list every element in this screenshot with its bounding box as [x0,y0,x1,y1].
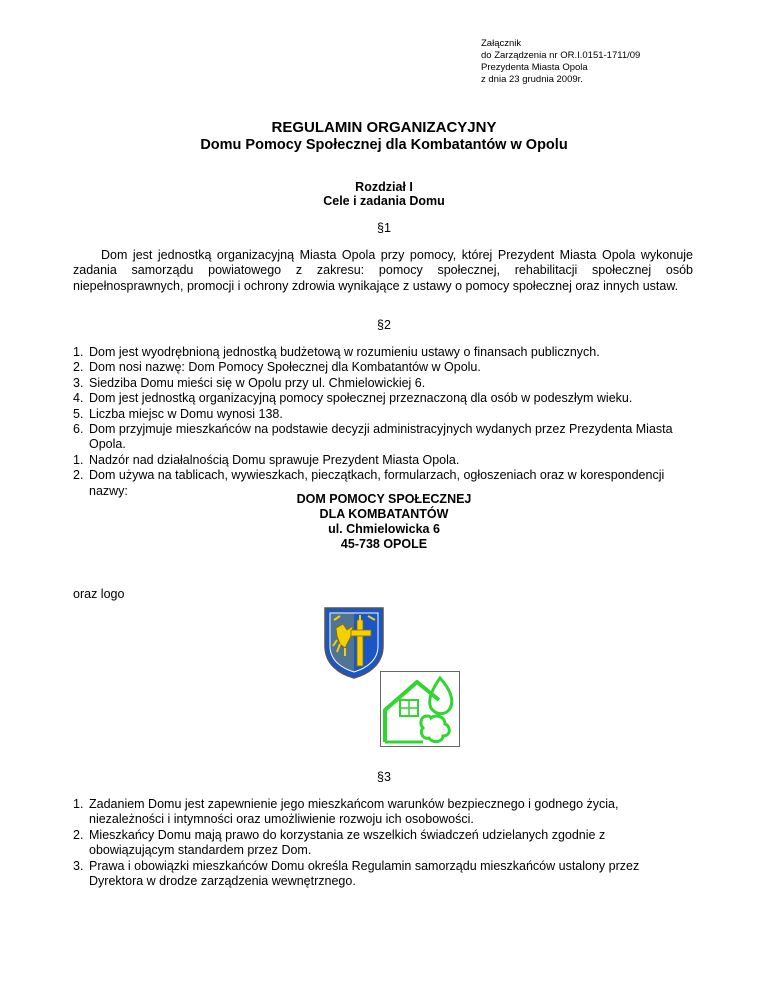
list-item-number: 3. [73,858,84,873]
document-subtitle: Domu Pomocy Społecznej dla Kombatantów w Opolu [200,137,568,153]
list-item-number: 6. [73,422,84,437]
section-1-sign: §1 [377,221,391,235]
chapter-label: Rozdział I [355,180,413,194]
list-item-number: 2. [73,468,84,483]
opole-coat-of-arms-icon [323,606,385,680]
section-3-sign: §3 [377,770,391,784]
list-item [73,422,699,453]
attachment-line: z dnia 23 grudnia 2009r. [481,74,583,85]
list-item-text: Mieszkańcy Domu mają prawo do korzystania ze wszelkich świadczeń udzielanych zgodnie z obowiązującym standardem przez Dom. [89,827,606,858]
section-2-sign: §2 [377,318,391,332]
list-item-text: Zadaniem Domu jest zapewnienie jego mieszkańcom warunków bezpiecznego i godnego życia, niezależności i intymności oraz umożliwienie rozwoju ich osobowości. [89,797,619,827]
list-item [73,376,699,391]
attachment-line: do Zarządzenia nr OR.I.0151-1711/09 [481,50,641,61]
list-item-number: 4. [73,391,84,406]
attachment-note [481,38,640,86]
list-item-text: Prawa i obowiązki mieszkańców Domu określa Regulamin samorządu mieszkańców ustalony przez Dyrektora w drodze zarządzenia wewnętrznego. [89,858,640,889]
list-item-text: Dom jest wyodrębnioną jednostką budżetową w rozumieniu ustawy o finansach publicznych. [89,345,600,359]
logo-label: oraz logo [73,587,125,601]
document-title: REGULAMIN ORGANIZACYJNY [271,119,497,136]
attachment-line: Prezydenta Miasta Opola [481,62,588,73]
list-item-number: 3. [73,375,84,390]
list-item-number: 5. [73,406,84,421]
list-item-number: 2. [73,360,84,375]
official-name-line: DLA KOMBATANTÓW [319,507,449,521]
list-item-text: Siedziba Domu mieści się w Opolu przy ul. Chmielowickiej 6. [89,375,426,390]
list-item [73,345,699,360]
section-2-list [73,345,699,499]
list-item [73,391,699,406]
house-tree-logo-icon [380,671,460,747]
official-postcode-line: 45-738 OPOLE [340,537,428,551]
chapter-name: Cele i zadania Domu [323,194,445,208]
list-item-text: Liczba miejsc w Domu wynosi 138. [89,406,283,421]
list-item [73,828,673,859]
list-item [73,797,673,828]
list-item-text: Dom używa na tablicach, wywieszkach, pieczątkach, formularzach, ogłoszeniach oraz w korespondencji nazwy: [89,468,665,498]
list-item-number: 1. [73,797,84,811]
list-item [73,360,699,375]
list-item [73,859,673,890]
list-item [73,453,699,468]
official-address-line: ul. Chmielowicka 6 [328,522,440,536]
list-item-number: 2. [73,827,84,842]
list-item-text: Dom przyjmuje mieszkańców na podstawie decyzji administracyjnych wydanych przez Prezydenta Miasta Opola. [89,422,673,452]
list-item-text: Dom jest jednostką organizacyjną pomocy społecznej przeznaczoną dla osób w podeszłym wieku. [89,391,633,406]
list-item-number: 1. [73,452,84,467]
section-3-list [73,797,673,889]
list-item-text: Nadzór nad działalnością Domu sprawuje Prezydent Miasta Opola. [89,452,460,467]
attachment-line: Załącznik [481,38,522,49]
list-item-text: Dom nosi nazwę: Dom Pomocy Społecznej dla Kombatantów w Opolu. [89,360,481,375]
list-item-number: 1. [73,345,84,359]
list-item [73,407,699,422]
section-1-text: Dom jest jednostką organizacyjną Miasta Opola przy pomocy, której Prezydent Miasta Opola wykonuje zadania samorządu powiatowego z zakresu: pomocy społecznej, rehabilitacji społecznej osób niepełnosprawnych, promocji i ochrony zdrowia wynikające z ustawy o pomocy społecznej oraz innych ustaw. [73,248,693,293]
official-name-line: DOM POMOCY SPOŁECZNEJ [296,492,472,506]
